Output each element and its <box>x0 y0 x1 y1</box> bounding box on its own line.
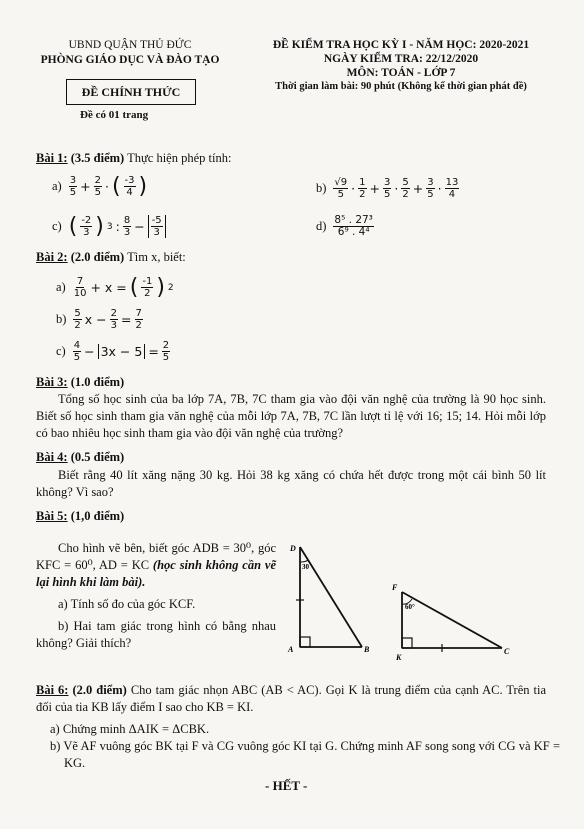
problem-6-points: (2.0 điểm) <box>72 683 127 697</box>
note-text: (học sinh không cần vẽ lại hình khi làm bài). <box>36 558 277 589</box>
angle-arc <box>300 560 308 562</box>
problem-3-points: (1.0 điểm) <box>70 375 125 389</box>
label-b: B <box>364 645 370 654</box>
problem-2-prompt: Tìm x, biết: <box>127 250 186 264</box>
label: b) <box>316 181 327 195</box>
fraction: 13 4 <box>445 177 459 200</box>
fraction: 1 2 <box>359 177 366 200</box>
district-name: UBND QUẬN THỦ ĐỨC <box>68 39 192 51</box>
label: c) <box>52 219 62 233</box>
problem-1d <box>316 215 374 238</box>
subject: MÔN: TOÁN - LỚP 7 <box>346 67 456 79</box>
official-exam-box: ĐỀ CHÍNH THỨC <box>66 79 196 105</box>
problem-6-statement <box>36 682 546 716</box>
department-name: PHÒNG GIÁO DỤC VÀ ĐÀO TẠO <box>40 54 220 66</box>
triangle-kfc-figure <box>390 578 520 668</box>
fraction: 8 3 <box>123 215 131 238</box>
absolute-value: 3x − 5 <box>98 344 146 359</box>
fraction: $\frac{2}{5}$ <box>162 340 170 363</box>
label-c: C <box>504 647 510 656</box>
problem-1-prompt: Thực hiện phép tính: <box>127 151 232 165</box>
problem-1b: b) √9 5 · 1 2 + $\frac{3}{5}$ · 5 2 + $\frac{3}{5}$ · 13 4 <box>316 177 459 200</box>
header-left <box>30 38 230 68</box>
fraction: 7 10 <box>73 276 87 299</box>
problem-4-text: Biết rằng 40 lít xăng nặng 30 kg. Hỏi 38 kg xăng có chứa hết được trong một cái bình 50 lít không? Vì sao? <box>36 468 546 499</box>
problem-4-title: Bài 4: <box>36 450 68 464</box>
end-marker: - HẾT - <box>265 778 308 793</box>
given-text: Cho hình vẽ bên, biết góc ADB = 30⁰, góc KFC = 60⁰, AD = KC <box>36 541 276 572</box>
duration: Thời gian làm bài: 90 phút (Không kể thời gian phát đề) <box>275 81 527 92</box>
problem-1c: c) ( -2 3 ) 3 : 8 3 − -5 3 <box>52 215 166 238</box>
problem-4-points: (0.5 điểm) <box>70 450 125 464</box>
label-d: D <box>290 544 296 553</box>
problem-1a: a) 3 5 + $\frac{2}{5}$ · ( -3 4 ) <box>52 173 148 199</box>
problem-5-title: Bài 5: <box>36 509 68 523</box>
equation-text: − <box>84 344 95 359</box>
problem-5-heading <box>36 508 124 524</box>
fraction: 5 2 <box>74 308 81 331</box>
label: c) <box>56 344 66 358</box>
exam-date: NGÀY KIỂM TRA: 22/12/2020 <box>323 53 479 65</box>
equation-text: = <box>148 344 159 359</box>
right-angle-mark <box>402 638 412 648</box>
header-right <box>248 38 554 94</box>
triangle-abd-figure <box>286 540 376 660</box>
fraction: $\frac{2}{5}$ <box>94 175 101 198</box>
label: b) <box>56 312 67 326</box>
problem-6b: b) Vẽ AF vuông góc BK tại F và CG vuông góc KI tại G. Chứng minh AF song song với CG và KF = KG. <box>50 739 560 770</box>
label: a) <box>56 280 66 294</box>
problem-2-heading <box>36 249 186 265</box>
side-fc <box>402 592 502 648</box>
label-k: K <box>396 653 402 662</box>
problem-5-given <box>36 540 276 591</box>
equation-text: x − <box>84 312 107 327</box>
fraction: 3 5 <box>69 175 77 198</box>
problem-6-text: Cho tam giác nhọn ABC (AB < AC). Gọi K là trung điểm của cạnh AC. Trên tia đối của tia KB lấy điểm I sao cho KB = KI. <box>36 683 547 714</box>
problem-2a: a) 7 10 + x = ( -1 2 ) 2 <box>56 274 174 300</box>
problem-6-title: Bài 6: <box>36 683 69 697</box>
label-a: A <box>288 645 294 654</box>
absolute-value: -5 3 <box>148 215 166 238</box>
fraction: $\frac{3}{5}$ <box>427 177 434 200</box>
problem-2c <box>56 340 170 363</box>
label-f: F <box>392 583 398 592</box>
problem-1-heading <box>36 150 231 166</box>
problem-2b <box>56 308 143 331</box>
label: a) <box>52 179 62 193</box>
fraction: 4 5 <box>73 340 81 363</box>
equation-text: + x = <box>90 280 127 295</box>
fraction: $\frac{7}{2}$ <box>135 308 142 331</box>
right-angle-mark <box>300 637 310 647</box>
angle-label-60: 60° <box>405 603 415 611</box>
fraction: -1 2 <box>142 276 153 299</box>
problem-1-title: Bài 1: <box>36 151 68 165</box>
problem-3-text: Tổng số học sinh của ba lớp 7A, 7B, 7C tham gia vào đội văn nghệ của trường là 90 học sinh. Biết số học sinh tham gia văn nghệ của mỗi lớp 7A, 7B, 7C lần lượt tỉ lệ với 16; 15; 14. Hỏi mỗi lớp có bao nhiêu học sinh tham gia vào đội văn nghệ của trường? <box>36 392 546 440</box>
side-db <box>300 547 362 647</box>
problem-1-points: (3.5 điểm) <box>70 151 125 165</box>
label: d) <box>316 219 327 233</box>
angle-label-30: 30 <box>302 563 309 571</box>
problem-4-heading <box>36 449 124 465</box>
problem-5b: b) Hai tam giác trong hình có bằng nhau không? Giải thích? <box>36 619 276 650</box>
fraction: $\frac{2}{3}$ <box>110 308 118 331</box>
fraction: √9 5 <box>334 177 348 200</box>
problem-6a: a) Chứng minh ΔAIK = ΔCBK. <box>50 722 210 736</box>
page-count: Đề có 01 trang <box>80 109 149 121</box>
problem-3-title: Bài 3: <box>36 375 68 389</box>
fraction: -2 3 <box>81 215 92 238</box>
problem-5a: a) Tính số đo của góc KCF. <box>58 597 196 611</box>
exam-title: ĐỀ KIỂM TRA HỌC KỲ I - NĂM HỌC: 2020-2021 <box>272 39 530 51</box>
problem-2-title: Bài 2: <box>36 250 68 264</box>
fraction: $\frac{3}{5}$ <box>384 177 391 200</box>
fraction: 5 2 <box>402 177 409 200</box>
problem-2-points: (2.0 điểm) <box>70 250 125 264</box>
equation-text: = <box>121 312 132 327</box>
problem-5-points: (1,0 điểm) <box>70 509 125 523</box>
fraction: 8⁵ . 27³ 6⁹ . 4⁴ <box>334 214 373 238</box>
problem-3-heading <box>36 374 124 390</box>
fraction: -3 4 <box>124 175 135 198</box>
